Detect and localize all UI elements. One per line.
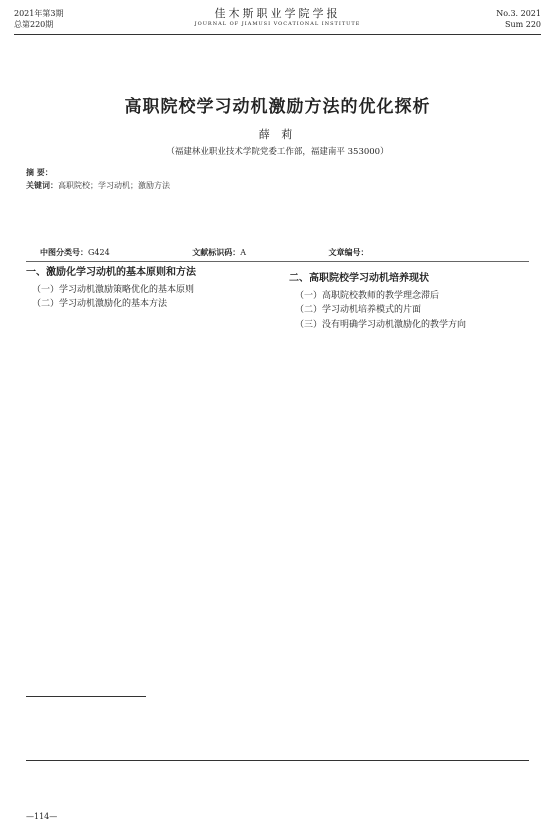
right-column <box>289 266 525 332</box>
abstract-block <box>26 166 529 192</box>
issue-info-right <box>496 8 541 30</box>
journal-header <box>14 8 541 35</box>
doc-code-value: A <box>240 248 246 257</box>
page-number: —114— <box>26 812 58 821</box>
keywords-label: 关键词： <box>26 180 58 190</box>
doc-code-label: 文献标识码： <box>192 247 241 257</box>
article-id-field <box>329 248 409 257</box>
issue-number: No.3. 2021 <box>496 9 541 18</box>
abstract-divider <box>26 261 529 262</box>
clc-field <box>40 248 150 257</box>
article-id-label: 文章编号： <box>328 247 369 257</box>
clc-value: G424 <box>88 248 110 257</box>
subsection-1-2-heading: （二）学习动机激励化的基本方法 <box>32 299 168 309</box>
classification-line <box>40 246 529 259</box>
author-affiliation: （福建林业职业技术学院党委工作部，福建南平 353000） <box>166 147 389 157</box>
doc-code-field <box>192 248 286 257</box>
journal-name: 佳木斯职业学院学报 <box>214 7 341 20</box>
clc-label: 中图分类号： <box>40 247 88 257</box>
issue-total: 总第220期 <box>14 20 54 29</box>
abstract-label: 摘 要： <box>26 167 53 177</box>
subsection-2-3-heading: （三）没有明确学习动机激励化的教学方向 <box>295 319 467 330</box>
subsection-1-1-heading: （一）学习动机激励策略优化的基本原则 <box>32 284 195 295</box>
footnote-divider <box>26 696 146 697</box>
subsection-2-1-heading: （一）高职院校教师的教学理念滞后 <box>295 290 440 301</box>
issue-sum: Sum 220 <box>504 20 541 29</box>
subsection-2-2-heading: （二）学习动机培养模式的片面 <box>295 305 422 315</box>
article-title: 高职院校学习动机激励方法的优化探析 <box>124 97 431 117</box>
issue-year: 2021年第3期 <box>14 9 64 18</box>
article-notes <box>26 760 529 765</box>
section-1-heading: 一、激励化学习动机的基本原则和方法 <box>26 267 196 278</box>
left-column <box>26 266 262 312</box>
journal-title <box>14 8 541 30</box>
section-2-heading: 二、高职院校学习动机培养现状 <box>289 273 429 284</box>
journal-name-en: JOURNAL OF JIAMUSI VOCATIONAL INSTITUTE <box>194 21 361 27</box>
keywords-text: 高职院校；学习动机；激励方法 <box>58 181 170 190</box>
article-author: 薛 莉 <box>258 128 297 141</box>
